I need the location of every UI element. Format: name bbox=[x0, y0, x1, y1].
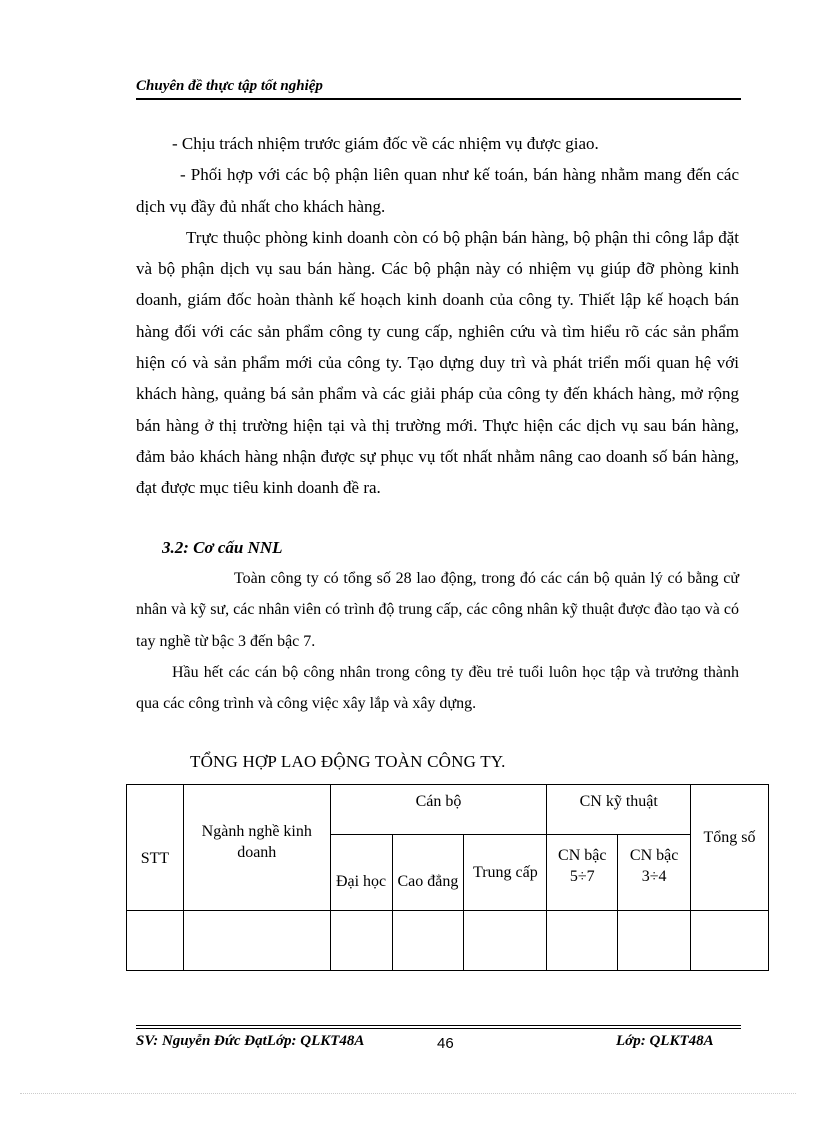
header-tong-so: Tổng số bbox=[691, 785, 769, 911]
header-title: Chuyên đề thực tập tốt nghiệp bbox=[136, 78, 323, 94]
footer-rule-bottom bbox=[136, 1028, 741, 1029]
header-trung-cap: Trung cấp bbox=[464, 835, 547, 911]
nnl-paragraph-2: Hầu hết các cán bộ công nhân trong công ty đều trẻ tuổi luôn học tập và trưởng thành qua các công trình và công việc xây lắp và xây dựng. bbox=[136, 663, 739, 713]
header-cn-bac-3-4: CN bậc 3÷4 bbox=[618, 835, 691, 911]
nnl-paragraph-1: Toàn công ty có tổng số 28 lao động, trong đó các cán bộ quản lý có bằng cử nhân và kỹ sư, các nhân viên có trình độ trung cấp, các công nhân kỹ thuật được đào tạo và có tay nghề từ bậc 3 đến bậc 7. bbox=[136, 570, 739, 650]
table-cell bbox=[330, 911, 392, 971]
footer-rule-top bbox=[136, 1025, 741, 1026]
table-cell bbox=[183, 911, 330, 971]
body-section bbox=[136, 128, 739, 504]
table-cell bbox=[547, 911, 618, 971]
paragraph-1: - Chịu trách nhiệm trước giám đốc về các nhiệm vụ được giao. bbox=[172, 134, 599, 153]
nnl-section bbox=[136, 563, 739, 719]
table-cell bbox=[464, 911, 547, 971]
paragraph-2: - Phối hợp với các bộ phận liên quan như kế toán, bán hàng nhằm mang đến các dịch vụ đầy đủ nhất cho khách hàng. bbox=[136, 165, 739, 216]
header-dai-hoc: Đại học bbox=[330, 835, 392, 911]
table-cell bbox=[618, 911, 691, 971]
header-cao-dang: Cao đẳng bbox=[392, 835, 464, 911]
header-nganh-nghe: Ngành nghề kinh doanh bbox=[183, 785, 330, 911]
paragraph-3: Trực thuộc phòng kinh doanh còn có bộ phận bán hàng, bộ phận thi công lắp đặt và bộ phận dịch vụ sau bán hàng. Các bộ phận này có nhiệm vụ giúp đỡ phòng kinh doanh, giám đốc hoàn thành kế hoạch kinh doanh của công ty. Thiết lập kế hoạch bán hàng đối với các sản phẩm công ty cung cấp, nghiên cứu và tìm hiểu rõ các sản phẩm hiện có và sản phẩm mới của công ty. Tạo dựng duy trì và phát triển mối quan hệ với khách hàng, quảng bá sản phẩm và các giải pháp của công ty đến khách hàng, mở rộng bán hàng ở thị trường hiện tại và thị trường mới. Thực hiện các dịch vụ sau bán hàng, đảm bảo khách hàng nhận được sự phục vụ tốt nhất nhằm nâng cao doanh số bán hàng, đạt được mục tiêu kinh doanh đề ra. bbox=[136, 227, 739, 498]
page-number: 46 bbox=[437, 1035, 454, 1052]
header-cn-ky-thuat: CN kỹ thuật bbox=[547, 785, 691, 835]
page-edge-divider bbox=[20, 1093, 796, 1094]
table-title: TỔNG HỢP LAO ĐỘNG TOÀN CÔNG TY. bbox=[190, 752, 506, 771]
table-cell bbox=[392, 911, 464, 971]
section-heading: 3.2: Cơ cấu NNL bbox=[162, 538, 283, 557]
header-can-bo: Cán bộ bbox=[330, 785, 547, 835]
header-cn-bac-5-7: CN bậc 5÷7 bbox=[547, 835, 618, 911]
page-header bbox=[136, 76, 741, 100]
labor-summary-table bbox=[126, 784, 769, 971]
footer-student: SV: Nguyễn Đức ĐạtLớp: QLKT48A bbox=[136, 1033, 365, 1049]
footer-class: Lớp: QLKT48A bbox=[616, 1033, 714, 1049]
header-stt: STT bbox=[127, 785, 184, 911]
table-cell bbox=[691, 911, 769, 971]
table-cell bbox=[127, 911, 184, 971]
